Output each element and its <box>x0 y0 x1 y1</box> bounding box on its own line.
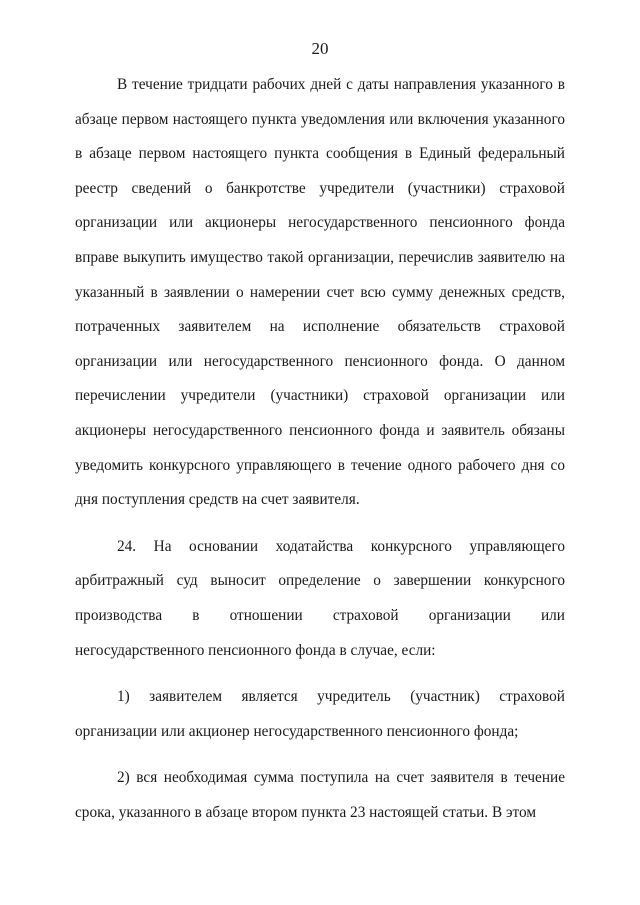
paragraph-item-24: 24. На основании ходатайства конкурсного управляющего арбитражный суд выносит определение о завершении конкурсного производства в отношении страховой организации или негосударственного пенсионного фонда в случае, если: <box>75 537 565 659</box>
paragraph-buyout-right: В течение тридцати рабочих дней с даты направления указанного в абзаце первом настоящего пункта уведомления или включения указанного в абзаце первом настоящего пункта сообщения в Единый федеральный реестр сведений о банкротстве учредители (участники) страховой организации или акционеры негосударственного пенсионного фонда вправе выкупить имущество такой организации, перечислив заявителю на указанный в заявлении о намерении счет всю сумму денежных средств, потраченных заявителем на исполнение обязательств страховой организации или негосударственного пенсионного фонда. О данном перечислении учредители (участники) страховой организации или акционеры негосударственного пенсионного фонда и заявитель обязаны уведомить конкурсного управляющего в течение одного рабочего дня со дня поступления средств на счет заявителя. <box>75 76 565 509</box>
document-body <box>75 68 565 830</box>
paragraph-condition-2: 2) вся необходимая сумма поступила на счет заявителя в течение срока, указанного в абзаце втором пункта 23 настоящей статьи. В этом <box>75 769 565 821</box>
paragraph-condition-1: 1) заявителем является учредитель (участник) страховой организации или акционер негосударственного пенсионного фонда; <box>75 688 565 740</box>
page-number: 20 <box>311 39 329 58</box>
